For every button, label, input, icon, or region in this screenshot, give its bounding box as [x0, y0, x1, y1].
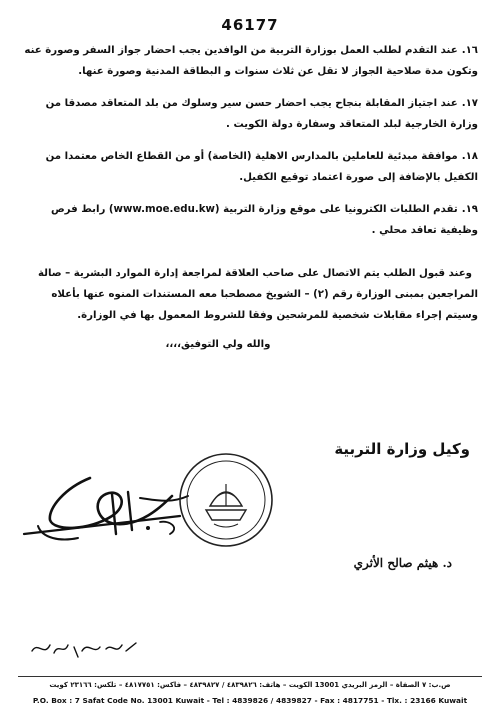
document-body: [18, 40, 478, 355]
item-text: تقدم الطلبات الكترونيا على موقع وزارة التربية: [223, 204, 458, 215]
footer-divider: [18, 676, 482, 677]
item-text: عند اجتياز المقابلة بنجاح يجب احضار حسن سير وسلوك من بلد المتعاقد مصدقا من وزارة الخارجية لبلد المتعاقد وسفارة دولة الكويت .: [45, 98, 478, 130]
signatory-name: د. هيثم صالح الأثري: [353, 556, 452, 570]
item-text: عند التقدم لطلب العمل بوزارة التربية من الوافدين يجب احضار جواز السفر وصورة عنه وتكون مدة صلاحية الجواز لا تقل عن ثلاث سنوات و البطاقة المدنية وصورة عنها.: [24, 45, 478, 77]
list-item-16: [18, 40, 478, 82]
closing-line: والله ولي التوفيق،،،،: [165, 339, 271, 350]
signature-block: [290, 440, 470, 580]
list-item-18: [18, 146, 478, 188]
item-number: ١٨.: [461, 151, 478, 162]
ministry-seal: [176, 450, 276, 550]
footer-arabic-contact: ص.ب: ٧ الصفاة – الرمز البريدي 13001 الكويت – هاتف: ٤٨٣٩٨٢٦ / ٤٨٣٩٨٢٧ – فاكس: ٤٨١٧٧٥١ – تلكس: ٢٣١٦٦ كويت: [49, 681, 451, 689]
document-number: 46177: [221, 16, 279, 34]
handwritten-signature: [20, 438, 200, 556]
handwritten-note: [24, 633, 144, 663]
list-item-17: [18, 93, 478, 135]
item-text-after: رابط فرص وظيفية تعاقد محلي .: [50, 204, 478, 236]
footer-english-contact: P.O. Box : 7 Safat Code No. 13001 Kuwait - Tel : 4839826 / 4839827 - Fax : 4817751 - Tlx. : 23166 Kuwait: [32, 696, 468, 705]
list-item-19: [18, 199, 478, 241]
closing-paragraph: وعند قبول الطلب يتم الاتصال على صاحب العلاقة لمراجعة إدارة الموارد البشرية – صالة المراجعين بمبنى الوزارة رقم (٢) – الشويخ مصطحبا معه المستندات المنوه عنها بأعلاه وسيتم إجراء مقابلات شخصية للمرشحين وفقا للشروط المعمول بها في الوزارة.: [37, 268, 478, 321]
item-text: موافقة مبدئية للعاملين بالمدارس الاهلية (الخاصة) أو من القطاع الخاص معتمدا من الكفيل بالإضافة إلى صورة اعتماد توقيع الكفيل.: [45, 151, 478, 183]
website-link[interactable]: (www.moe.edu.kw): [108, 204, 220, 215]
item-number: ١٦.: [461, 45, 478, 56]
item-number: ١٧.: [461, 98, 478, 109]
item-number: ١٩.: [461, 204, 478, 215]
signatory-title: وكيل وزارة التربية: [334, 440, 470, 458]
